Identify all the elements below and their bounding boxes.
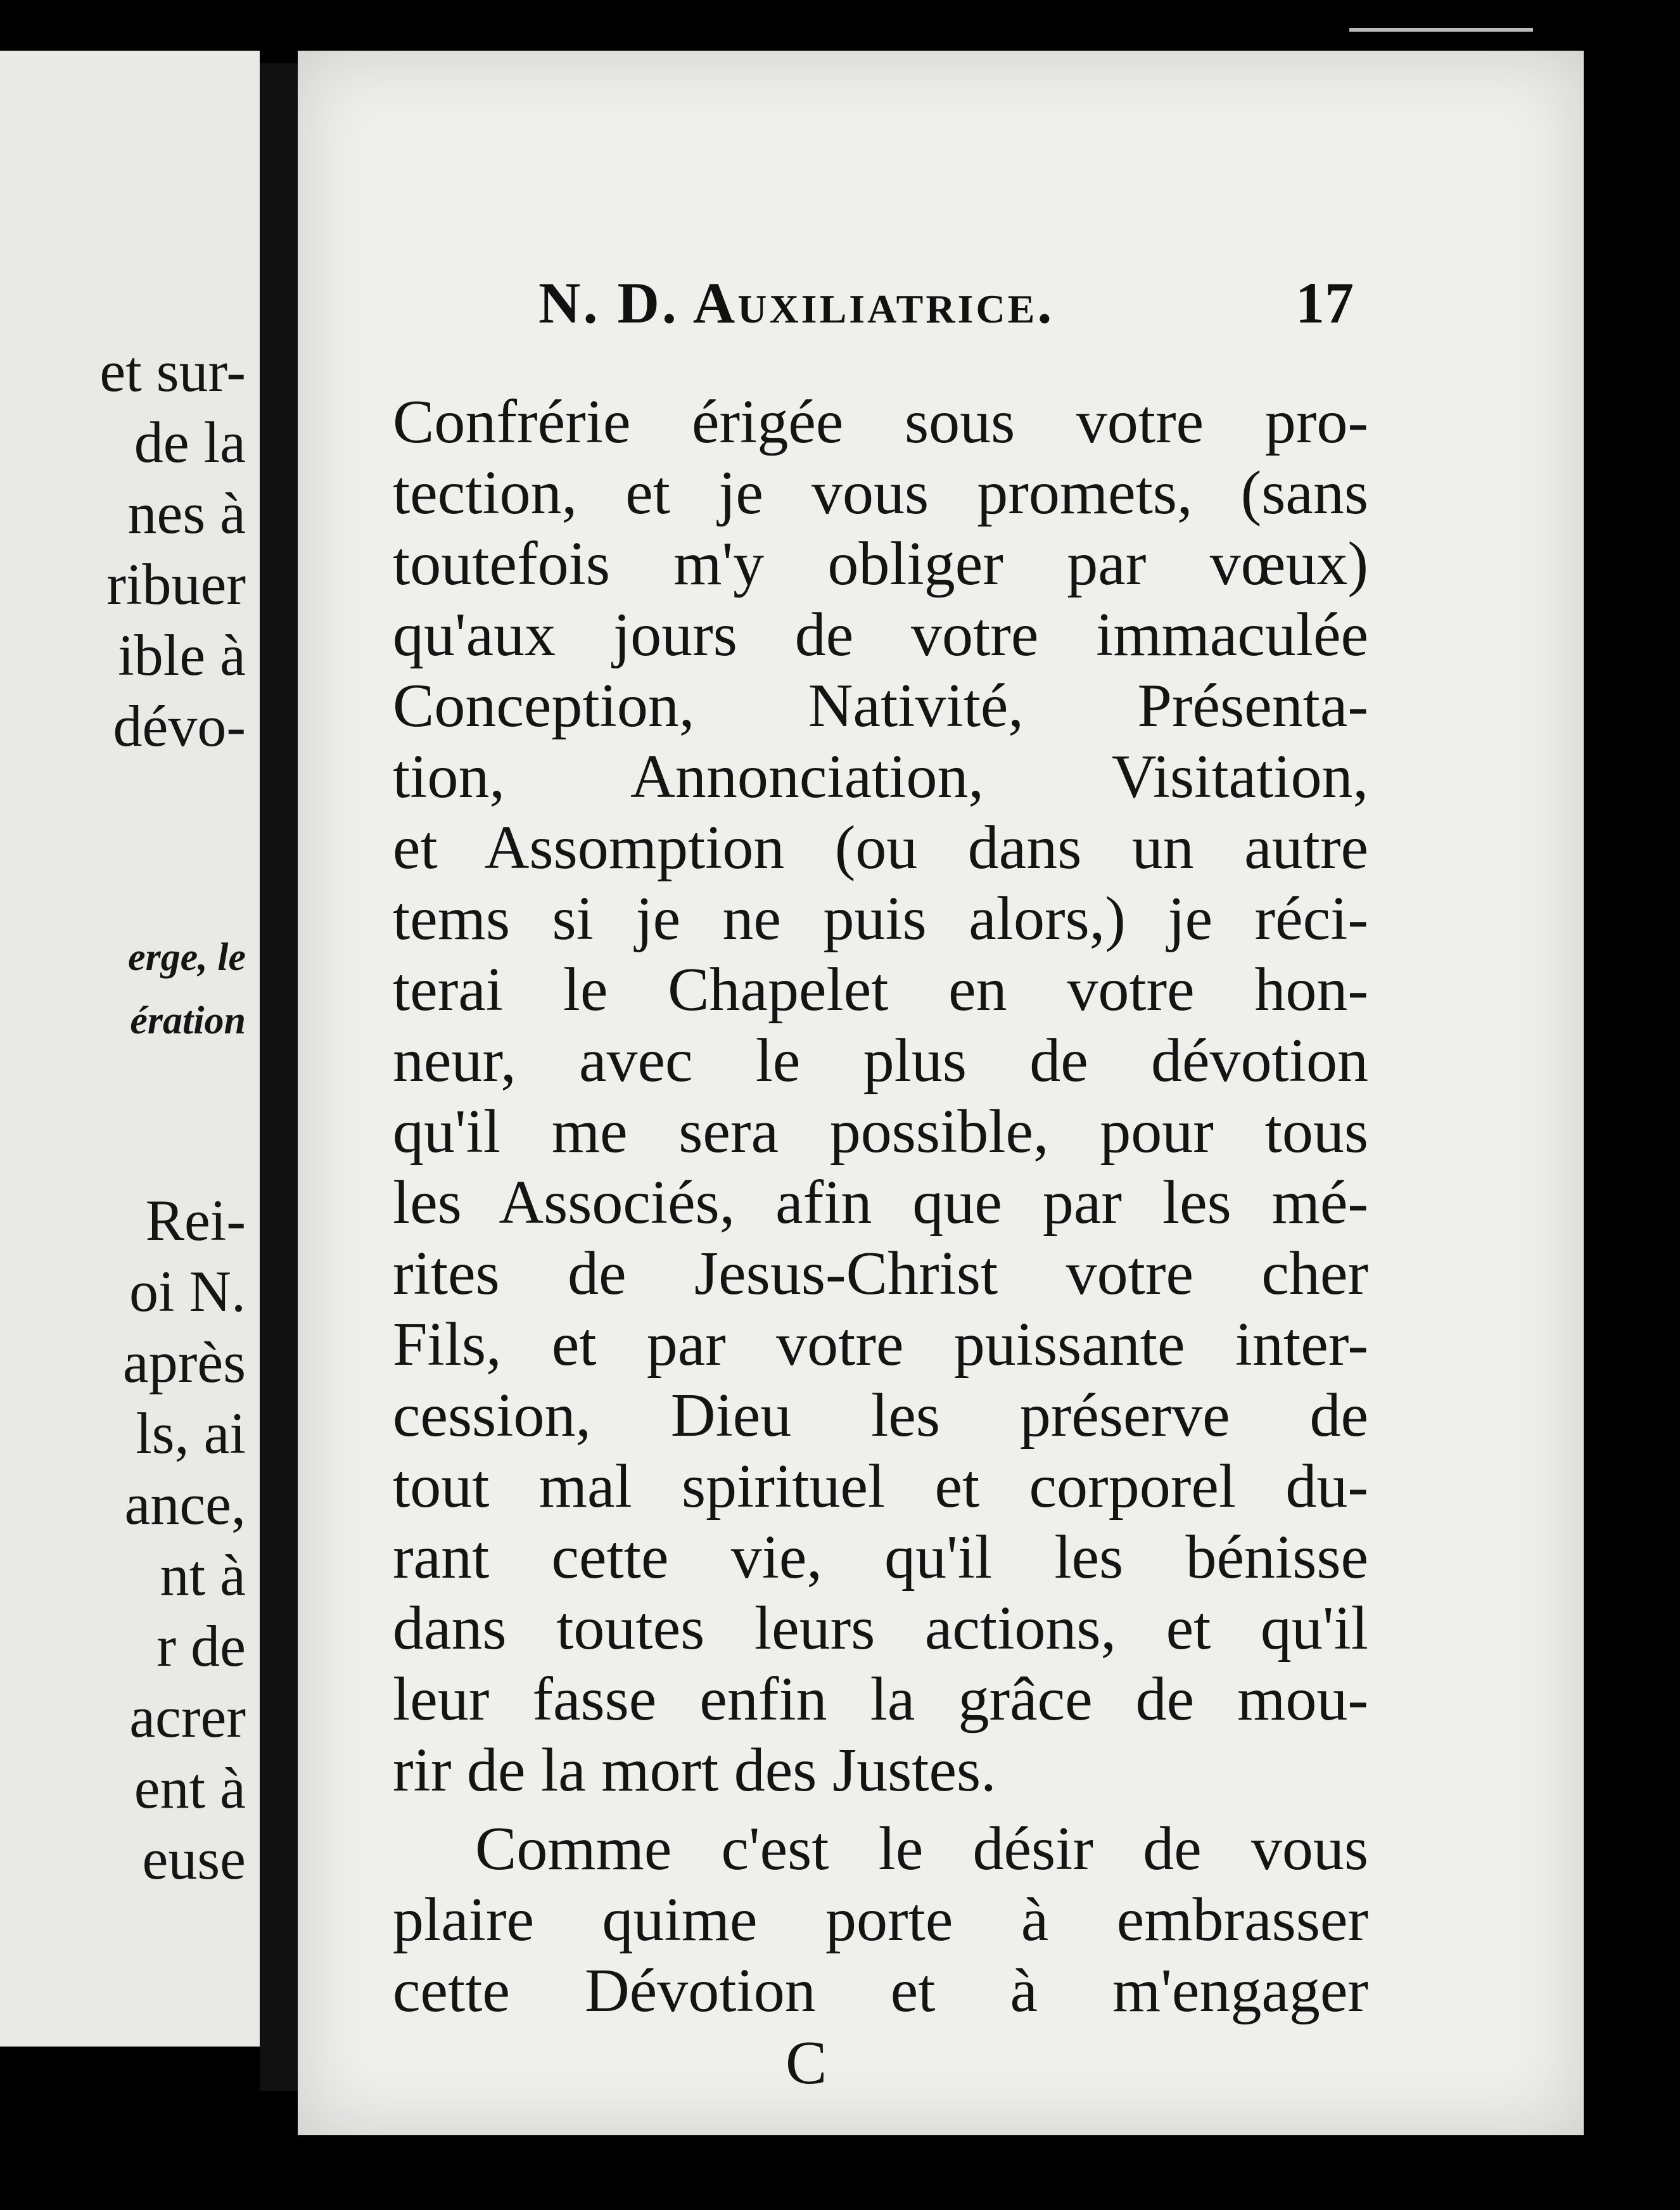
left-page-line: dévo- <box>113 694 246 758</box>
text-line: tection, et je vous promets, (sans <box>393 459 1368 527</box>
left-page-line: euse <box>142 1827 246 1891</box>
text-line: neur, avec le plus de dévotion <box>393 1026 1368 1095</box>
text-line: tion, Annonciation, Visitation, <box>393 743 1368 811</box>
left-page-line: nes à <box>127 481 246 546</box>
left-page-line: oi N. <box>129 1259 246 1324</box>
paragraph-2 <box>393 1813 1368 2026</box>
text-line: plaire quime porte à embrasser <box>393 1886 1368 1954</box>
left-page-line: acrer <box>129 1685 246 1749</box>
text-line: rites de Jesus-Christ votre cher <box>393 1239 1368 1308</box>
text-line: rant cette vie, qu'il les bénisse <box>393 1523 1368 1592</box>
text-line: et Assomption (ou dans un autre <box>393 814 1368 882</box>
left-page-line: ribuer <box>106 552 246 616</box>
text-line: rir de la mort des Justes. <box>393 1736 996 1804</box>
text-line: tout mal spirituel et corporel du- <box>393 1452 1368 1521</box>
left-page-line: r de <box>156 1614 246 1678</box>
left-page-line: nt à <box>160 1543 246 1607</box>
text-line: cette Dévotion et à m'engager <box>393 1957 1368 2025</box>
left-page-line: Rei- <box>145 1188 246 1253</box>
left-page-line: ent à <box>134 1756 246 1820</box>
text-line: Confrérie érigée sous votre pro- <box>393 388 1368 456</box>
text-line: tems si je ne puis alors,) je réci- <box>393 885 1368 953</box>
text-line: toutefois m'y obliger par vœux) <box>393 530 1368 598</box>
left-facing-page <box>0 51 260 2047</box>
text-line: Conception, Nativité, Présenta- <box>393 672 1368 740</box>
running-header <box>538 269 1679 352</box>
left-page-line: ance, <box>124 1472 246 1536</box>
left-page-line: et sur- <box>99 339 246 404</box>
text-line: qu'aux jours de votre immaculée <box>393 601 1368 669</box>
text-line: cession, Dieu les préserve de <box>393 1381 1368 1450</box>
page-number: 17 <box>1295 271 1354 335</box>
left-page-italic-line: erge, le <box>128 936 246 979</box>
body-text <box>393 386 1368 2026</box>
text-line: Comme c'est le désir de vous <box>475 1815 1368 1883</box>
text-line: terai le Chapelet en votre hon- <box>393 955 1368 1024</box>
text-line: dans toutes leurs actions, et qu'il <box>393 1594 1368 1663</box>
book-gutter <box>260 63 298 2091</box>
text-line: les Associés, afin que par les mé- <box>393 1168 1368 1237</box>
left-page-line: ls, ai <box>136 1401 246 1466</box>
page-edge-mark <box>1349 28 1533 32</box>
left-page-line: de la <box>134 410 246 475</box>
text-line: qu'il me sera possible, pour tous <box>393 1097 1368 1166</box>
left-page-italic-line: ération <box>130 999 246 1042</box>
paragraph-1 <box>393 386 1368 1806</box>
left-page-line: ible à <box>118 623 246 687</box>
text-line: Fils, et par votre puissante inter- <box>393 1310 1368 1379</box>
signature-mark: C <box>786 2029 827 2097</box>
running-title: N. D. Auxiliatrice. <box>538 271 1055 335</box>
text-line: leur fasse enfin la grâce de mou- <box>393 1665 1368 1734</box>
left-page-line: après <box>122 1330 246 1395</box>
